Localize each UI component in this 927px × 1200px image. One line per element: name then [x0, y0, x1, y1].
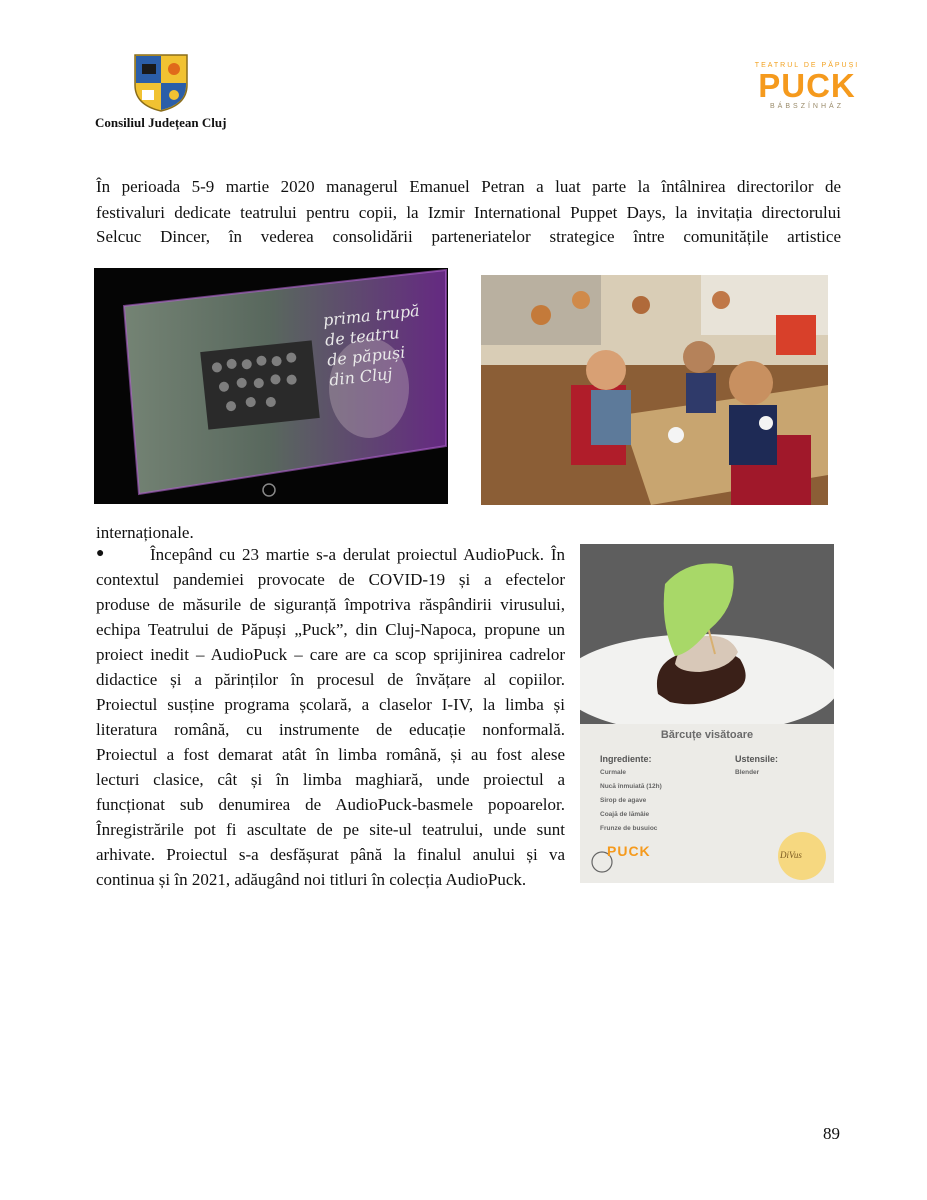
slide-line: prima trupă [322, 300, 421, 330]
slide-caption [322, 301, 427, 391]
bullet-line: Începând cu 23 martie s-a derulat proiectul AudioPuck. În [150, 545, 565, 564]
bullet-line: literatura română, cu instrumente de educație nonformală. [96, 720, 565, 739]
bullet-marker: ● [96, 546, 105, 561]
puck-logo-bottom-text: BÁBSZÍNHÁZ [770, 103, 844, 110]
bullet-line: continua și în 2021, adăugând noi titluri în colecția AudioPuck. [96, 870, 527, 889]
paragraph-line: În perioada 5-9 martie 2020 managerul Emanuel Petran a luat parte la întâlnirea directorilor de [96, 177, 841, 196]
bullet-line: Proiectul a fost demarat atât în limba română, și au fost alese [96, 745, 565, 764]
ingredient-item: Nucă înmuiată (12h) [600, 783, 662, 790]
paragraph-line: festivaluri dedicate teatrului pentru copii, la Izmir International Puppet Days, la invitația directorului [96, 203, 841, 222]
bullet-line: Înregistrările pot fi ascultate de pe site-ul teatrului, unde sunt [96, 820, 565, 839]
paragraph-line: internaționale. [96, 523, 194, 542]
ingredient-item: Curmale [600, 769, 627, 776]
ingredient-item: Frunze de busuioc [600, 825, 658, 832]
bullet-line: didactice și a părinților în procesul de învățare al copiilor. [96, 670, 565, 689]
photo-recipe-card [580, 544, 834, 883]
slide-line: din Cluj [328, 364, 394, 390]
bullet-line: funcționat sub denumirea de AudioPuck-basmele popoarelor. [96, 795, 565, 814]
bullet-line: Proiectul susține programa școlară, a claselor I-IV, la limba și [96, 695, 565, 714]
bullet-line: proiect inedit – AudioPuck – care are ca scop sprijinirea cadrelor [96, 645, 565, 664]
paragraph-line: Selcuc Dincer, în vederea consolidării parteneriatelor strategice între comunitățile artistice [96, 227, 841, 246]
bullet-line: echipa Teatrului de Păpuși „Puck”, din Cluj-Napoca, propune un [96, 620, 565, 639]
bullet-line: lecturi clasice, cât și în limba maghiară, unde proiectul a [96, 770, 565, 789]
recipe-puck-logo: PUCK [607, 843, 651, 859]
puck-logo-word: PUCK [758, 67, 856, 104]
bullet-line: arhivate. Proiectul s-a desfășurat până la finalul anului și va [96, 845, 565, 864]
bullet-line: produse de măsurile de siguranță împotriva răspândirii virusului, [96, 595, 565, 614]
recipe-title: Bărcuțe visătoare [660, 729, 754, 741]
council-name: Consiliul Județean Cluj [95, 115, 227, 130]
council-crest-logo [133, 53, 189, 113]
utensil-item: Blender [735, 769, 760, 776]
ingredient-item: Sirop de agave [600, 797, 647, 804]
bullet-line: contextul pandemiei provocate de COVID-19 și a efectelor [96, 570, 565, 589]
puck-logo-top-text: TEATRUL DE PĂPUȘI [754, 62, 860, 69]
ingredients-heading: Ingrediente: [600, 754, 652, 764]
ingredient-item: Coajă de lămâie [600, 811, 650, 818]
slide-line: de teatru [324, 323, 401, 350]
photo-children-workshop [481, 275, 828, 505]
slide-line: de păpuși [326, 342, 407, 370]
photo-projection-screen [94, 268, 448, 504]
page-number: 89 [823, 1124, 840, 1143]
recipe-partner-logo: DiVus [780, 850, 802, 860]
utensils-heading: Ustensile: [735, 754, 779, 764]
puck-theatre-logo [752, 62, 862, 124]
